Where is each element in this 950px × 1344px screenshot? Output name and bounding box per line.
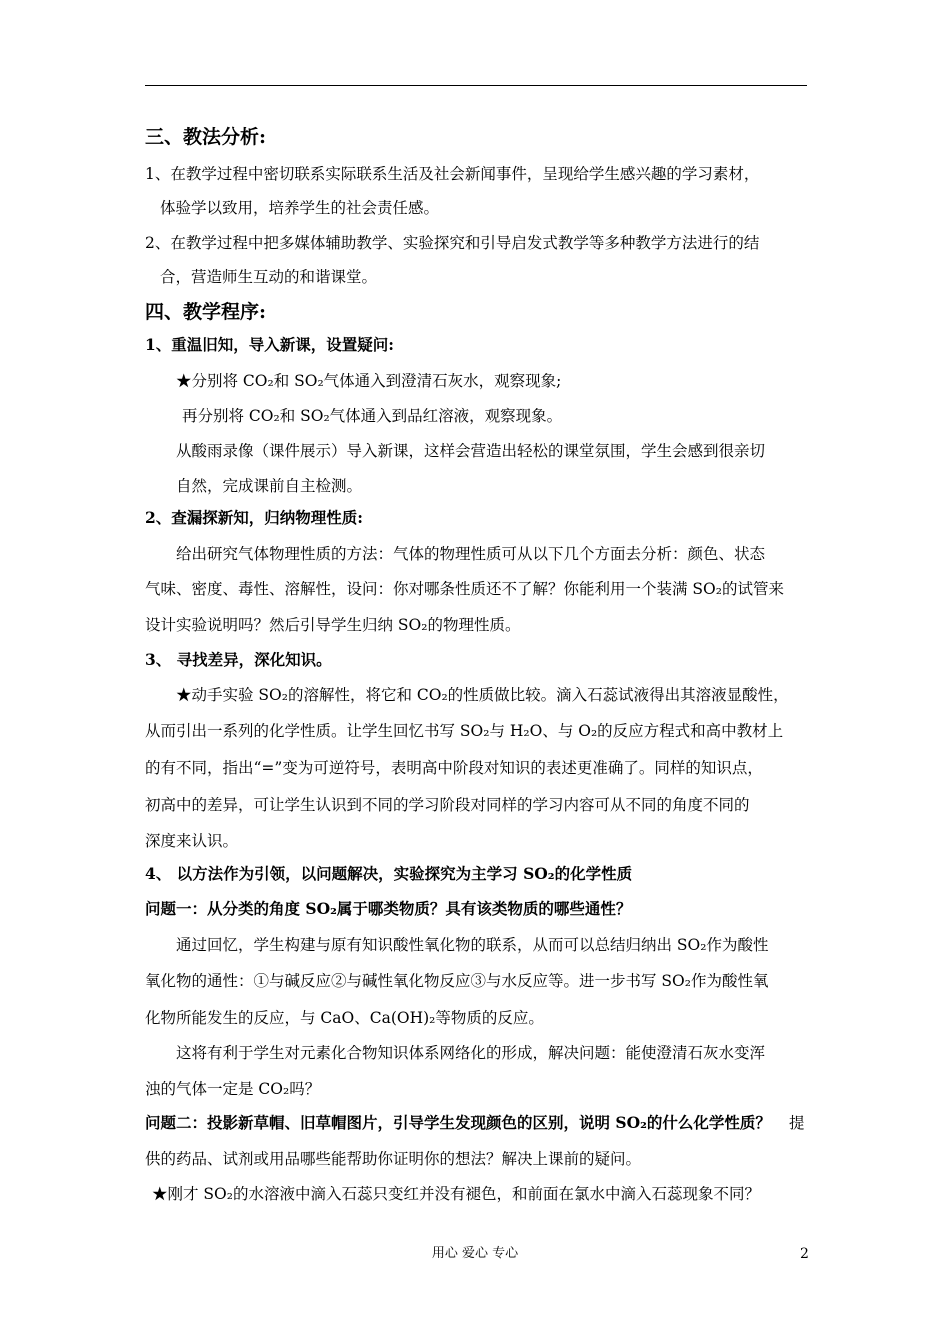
paragraph-line: 这将有利于学生对元素化合物知识体系网络化的形成，解决问题：能使澄清石灰水变浑 — [176, 1044, 766, 1062]
step-2-heading: 2、查漏探新知，归纳物理性质: — [145, 508, 364, 527]
paragraph-line: 浊的气体一定是 CO₂吗？ — [145, 1080, 321, 1098]
paragraph-line: ★动手实验 SO₂的溶解性，将它和 CO₂的性质做比较。滴入石蕊试液得出其溶液显酸性， — [176, 686, 789, 704]
paragraph-line: 通过回忆，学生构建与原有知识酸性氧化物的联系，从而可以总结归纳出 SO₂作为酸性 — [176, 936, 769, 954]
question-2-heading-tail: 提 — [789, 1114, 805, 1132]
paragraph-line: 的有不同，指出“=”变为可逆符号，表明高中阶段对知识的表述更准确了。同样的知识点， — [145, 759, 763, 777]
paragraph-line: ★刚才 SO₂的水溶液中滴入石蕊只变红并没有褪色，和前面在氯水中滴入石蕊现象不同？ — [152, 1185, 760, 1203]
paragraph-line: 气味、密度、毒性、溶解性，设问：你对哪条性质还不了解？你能利用一个装满 SO₂的试管来 — [145, 580, 784, 598]
paragraph-line: 深度来认识。 — [145, 832, 239, 850]
step-3-heading: 3、 寻找差异，深化知识。 — [145, 650, 332, 669]
question-2-heading: 问题二：投影新草帽、旧草帽图片，引导学生发现颜色的区别，说明 SO₂的什么化学性质？ — [145, 1113, 771, 1132]
paragraph-line: 设计实验说明吗？然后引导学生归纳 SO₂的物理性质。 — [145, 616, 521, 634]
paragraph-line: 再分别将 CO₂和 SO₂气体通入到品红溶液，观察现象。 — [182, 407, 563, 425]
paragraph-line: 体验学以致用，培养学生的社会责任感。 — [160, 199, 440, 217]
step-4-heading: 4、 以方法作为引领，以问题解决，实验探究为主学习 SO₂的化学性质 — [145, 864, 633, 883]
paragraph-line: 从酸雨录像（课件展示）导入新课，这样会营造出轻松的课堂氛围，学生会感到很亲切 — [176, 442, 766, 460]
paragraph-line: 氧化物的通性：①与碱反应②与碱性氧化物反应③与水反应等。进一步书写 SO₂作为酸性氧 — [145, 972, 769, 990]
paragraph-line: 1、在教学过程中密切联系实际联系生活及社会新闻事件，呈现给学生感兴趣的学习素材， — [145, 165, 760, 183]
paragraph-line: 给出研究气体物理性质的方法：气体的物理性质可从以下几个方面去分析：颜色、状态 — [176, 545, 766, 563]
paragraph-line: ★分别将 CO₂和 SO₂气体通入到澄清石灰水，观察现象; — [176, 372, 562, 390]
paragraph-line: 自然，完成课前自主检测。 — [176, 477, 363, 495]
paragraph-line: 合，营造师生互动的和谐课堂。 — [160, 268, 378, 286]
section-4-heading: 四、教学程序: — [145, 301, 267, 323]
section-3-heading: 三、教法分析: — [145, 126, 267, 148]
header-rule — [145, 85, 807, 86]
paragraph-line: 供的药品、试剂或用品哪些能帮助你证明你的想法？解决上课前的疑问。 — [145, 1150, 642, 1168]
footer-motto: 用心 爱心 专心 — [431, 1246, 519, 1261]
paragraph-line: 初高中的差异，可让学生认识到不同的学习阶段对同样的学习内容可从不同的角度不同的 — [145, 796, 750, 814]
step-1-heading: 1、重温旧知，导入新课，设置疑问: — [145, 335, 395, 354]
question-1-heading: 问题一：从分类的角度 SO₂属于哪类物质？具有该类物质的哪些通性？ — [145, 899, 632, 918]
paragraph-line: 2、在教学过程中把多媒体辅助教学、实验探究和引导启发式教学等多种教学方法进行的结 — [145, 234, 760, 252]
paragraph-line: 从而引出一系列的化学性质。让学生回忆书写 SO₂与 H₂O、与 O₂的反应方程式和高中教材上 — [145, 722, 784, 740]
page-number: 2 — [800, 1246, 809, 1262]
paragraph-line: 化物所能发生的反应，与 CaO、Ca(OH)₂等物质的反应。 — [145, 1009, 544, 1027]
